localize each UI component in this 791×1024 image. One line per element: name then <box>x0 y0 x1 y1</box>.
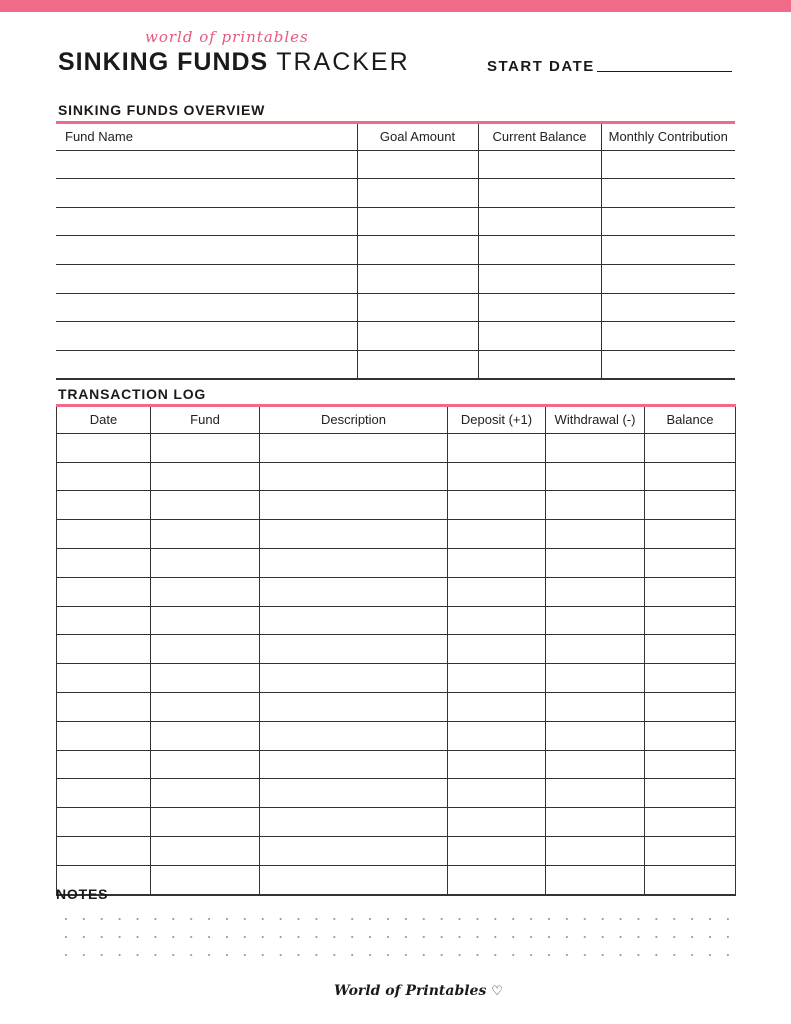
table-cell[interactable] <box>645 664 736 693</box>
table-cell[interactable] <box>601 179 735 208</box>
table-cell[interactable] <box>478 179 601 208</box>
transaction-row <box>57 836 736 865</box>
table-cell[interactable] <box>546 692 645 721</box>
transaction-log-heading: TRANSACTION LOG <box>58 386 207 402</box>
table-cell[interactable] <box>151 692 260 721</box>
table-cell[interactable] <box>151 520 260 549</box>
top-accent-bar <box>0 0 791 12</box>
table-cell[interactable] <box>357 264 478 293</box>
table-cell[interactable] <box>151 491 260 520</box>
table-cell[interactable] <box>546 721 645 750</box>
heart-outline-icon: ♡ <box>491 984 503 999</box>
table-cell[interactable] <box>260 462 448 491</box>
table-cell[interactable] <box>546 808 645 837</box>
table-cell[interactable] <box>546 491 645 520</box>
table-cell[interactable] <box>260 635 448 664</box>
table-cell[interactable] <box>448 606 546 635</box>
table-cell[interactable] <box>546 750 645 779</box>
table-cell[interactable] <box>260 491 448 520</box>
overview-row <box>56 179 735 208</box>
table-cell[interactable] <box>601 207 735 236</box>
table-cell[interactable] <box>448 692 546 721</box>
table-cell[interactable] <box>448 664 546 693</box>
transaction-row <box>57 721 736 750</box>
brand-script-logo: world of printables <box>145 28 309 46</box>
table-cell[interactable] <box>57 664 151 693</box>
overview-row <box>56 236 735 265</box>
table-cell[interactable] <box>57 433 151 462</box>
table-cell[interactable] <box>357 236 478 265</box>
transaction-row <box>57 779 736 808</box>
overview-header-row <box>56 124 735 150</box>
table-cell[interactable] <box>151 721 260 750</box>
table-cell[interactable] <box>260 779 448 808</box>
table-cell[interactable] <box>448 548 546 577</box>
table-cell[interactable] <box>645 548 736 577</box>
table-cell[interactable] <box>57 692 151 721</box>
table-cell[interactable] <box>151 664 260 693</box>
notes-heading: NOTES <box>56 886 109 902</box>
col-balance: Balance <box>645 407 736 433</box>
table-cell[interactable] <box>57 606 151 635</box>
col-current-balance: Current Balance <box>478 124 601 150</box>
col-description: Description <box>260 407 448 433</box>
table-cell[interactable] <box>357 179 478 208</box>
overview-row <box>56 264 735 293</box>
overview-row <box>56 322 735 351</box>
table-cell[interactable] <box>151 606 260 635</box>
table-cell[interactable] <box>601 293 735 322</box>
table-cell[interactable] <box>546 635 645 664</box>
overview-row <box>56 150 735 179</box>
table-cell[interactable] <box>546 548 645 577</box>
table-cell[interactable] <box>151 808 260 837</box>
table-cell[interactable] <box>357 207 478 236</box>
table-cell[interactable] <box>546 462 645 491</box>
table-cell[interactable] <box>260 750 448 779</box>
table-cell[interactable] <box>448 462 546 491</box>
table-cell[interactable] <box>478 293 601 322</box>
transaction-log-header-row <box>57 407 736 433</box>
table-cell[interactable] <box>57 520 151 549</box>
table-cell[interactable] <box>56 264 357 293</box>
transaction-row <box>57 750 736 779</box>
table-cell[interactable] <box>260 692 448 721</box>
table-cell[interactable] <box>57 750 151 779</box>
table-cell[interactable] <box>478 236 601 265</box>
notes-dot-grid[interactable] <box>57 910 737 956</box>
table-cell[interactable] <box>601 236 735 265</box>
table-cell[interactable] <box>645 865 736 894</box>
table-cell[interactable] <box>448 721 546 750</box>
table-cell[interactable] <box>645 491 736 520</box>
transaction-log-table <box>56 407 736 896</box>
table-cell[interactable] <box>151 865 260 894</box>
footer-brand-text: World of Printables <box>334 983 487 999</box>
table-cell[interactable] <box>357 350 478 379</box>
table-cell[interactable] <box>56 179 357 208</box>
table-cell[interactable] <box>56 207 357 236</box>
col-monthly-contribution: Monthly Contribution <box>601 124 735 150</box>
table-cell[interactable] <box>151 548 260 577</box>
table-cell[interactable] <box>357 150 478 179</box>
table-cell[interactable] <box>56 322 357 351</box>
table-cell[interactable] <box>546 433 645 462</box>
table-cell[interactable] <box>57 462 151 491</box>
table-cell[interactable] <box>645 836 736 865</box>
table-cell[interactable] <box>57 779 151 808</box>
col-fund: Fund <box>151 407 260 433</box>
transaction-row <box>57 520 736 549</box>
col-date: Date <box>57 407 151 433</box>
table-cell[interactable] <box>478 322 601 351</box>
table-cell[interactable] <box>151 836 260 865</box>
table-cell[interactable] <box>56 293 357 322</box>
table-cell[interactable] <box>546 865 645 894</box>
table-cell[interactable] <box>448 865 546 894</box>
col-withdrawal: Withdrawal (-) <box>546 407 645 433</box>
table-cell[interactable] <box>601 150 735 179</box>
table-cell[interactable] <box>448 520 546 549</box>
table-cell[interactable] <box>448 577 546 606</box>
table-cell[interactable] <box>260 577 448 606</box>
table-cell[interactable] <box>260 548 448 577</box>
footer-brand-logo <box>334 983 503 999</box>
table-cell[interactable] <box>260 808 448 837</box>
transaction-row <box>57 577 736 606</box>
overview-table <box>56 124 735 380</box>
table-cell[interactable] <box>645 692 736 721</box>
table-cell[interactable] <box>57 491 151 520</box>
col-deposit: Deposit (+1) <box>448 407 546 433</box>
table-cell[interactable] <box>57 548 151 577</box>
table-cell[interactable] <box>645 577 736 606</box>
table-cell[interactable] <box>56 236 357 265</box>
table-cell[interactable] <box>260 606 448 635</box>
table-cell[interactable] <box>57 721 151 750</box>
table-cell[interactable] <box>260 865 448 894</box>
table-cell[interactable] <box>601 350 735 379</box>
overview-row <box>56 350 735 379</box>
table-cell[interactable] <box>57 808 151 837</box>
table-cell[interactable] <box>546 836 645 865</box>
table-cell[interactable] <box>151 577 260 606</box>
table-cell[interactable] <box>448 491 546 520</box>
transaction-row <box>57 433 736 462</box>
table-cell[interactable] <box>478 207 601 236</box>
table-cell[interactable] <box>56 150 357 179</box>
table-cell[interactable] <box>645 808 736 837</box>
table-cell[interactable] <box>601 322 735 351</box>
table-cell[interactable] <box>260 721 448 750</box>
table-cell[interactable] <box>357 293 478 322</box>
transaction-row <box>57 635 736 664</box>
table-cell[interactable] <box>645 750 736 779</box>
table-cell[interactable] <box>448 779 546 808</box>
overview-row <box>56 207 735 236</box>
table-cell[interactable] <box>546 577 645 606</box>
col-goal-amount: Goal Amount <box>357 124 478 150</box>
table-cell[interactable] <box>546 664 645 693</box>
table-cell[interactable] <box>546 606 645 635</box>
transaction-row <box>57 462 736 491</box>
table-cell[interactable] <box>645 462 736 491</box>
table-cell[interactable] <box>56 350 357 379</box>
table-cell[interactable] <box>645 721 736 750</box>
table-cell[interactable] <box>57 635 151 664</box>
start-date-label: START DATE <box>487 58 595 75</box>
table-cell[interactable] <box>260 836 448 865</box>
table-cell[interactable] <box>645 433 736 462</box>
overview-heading: SINKING FUNDS OVERVIEW <box>58 102 266 118</box>
table-cell[interactable] <box>478 150 601 179</box>
transaction-row <box>57 606 736 635</box>
table-cell[interactable] <box>260 433 448 462</box>
table-cell[interactable] <box>601 264 735 293</box>
table-cell[interactable] <box>448 808 546 837</box>
transaction-row <box>57 808 736 837</box>
transaction-row <box>57 548 736 577</box>
table-cell[interactable] <box>448 635 546 664</box>
table-cell[interactable] <box>448 750 546 779</box>
title-light: TRACKER <box>276 48 410 76</box>
transaction-row <box>57 664 736 693</box>
table-cell[interactable] <box>478 264 601 293</box>
table-cell[interactable] <box>151 750 260 779</box>
table-cell[interactable] <box>546 520 645 549</box>
table-cell[interactable] <box>151 635 260 664</box>
overview-row <box>56 293 735 322</box>
transaction-row <box>57 865 736 894</box>
transaction-row <box>57 692 736 721</box>
table-cell[interactable] <box>260 520 448 549</box>
table-cell[interactable] <box>546 779 645 808</box>
table-cell[interactable] <box>448 836 546 865</box>
table-cell[interactable] <box>448 433 546 462</box>
table-cell[interactable] <box>645 520 736 549</box>
table-cell[interactable] <box>151 433 260 462</box>
col-fund-name: Fund Name <box>56 124 357 150</box>
table-cell[interactable] <box>645 635 736 664</box>
table-cell[interactable] <box>645 606 736 635</box>
table-cell[interactable] <box>151 462 260 491</box>
table-cell[interactable] <box>151 779 260 808</box>
table-cell[interactable] <box>57 836 151 865</box>
transaction-row <box>57 491 736 520</box>
table-cell[interactable] <box>260 664 448 693</box>
table-cell[interactable] <box>645 779 736 808</box>
table-cell[interactable] <box>478 350 601 379</box>
title-bold: SINKING FUNDS <box>58 48 269 76</box>
start-date-field[interactable] <box>597 71 732 72</box>
page-title <box>58 48 410 77</box>
table-cell[interactable] <box>57 577 151 606</box>
table-cell[interactable] <box>357 322 478 351</box>
